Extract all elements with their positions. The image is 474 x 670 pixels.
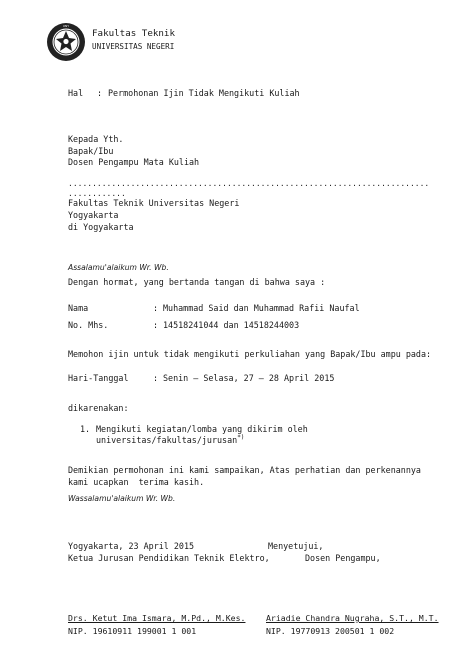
closing-line-1: Demikian permohonan ini kami sampaikan, Atas perhatian dan perkenannya — [68, 465, 421, 475]
subject-label: Hal — [68, 88, 84, 98]
svg-text:UNY: UNY — [62, 24, 70, 29]
recipient-line-3: Dosen Pengampu Mata Kuliah — [68, 157, 200, 167]
recipient-dots-1: ........................................................................... — [68, 179, 430, 188]
left-signer-name: Drs. Ketut Ima Ismara, M.Pd., M.Kes. — [68, 613, 246, 623]
university-name: UNIVERSITAS NEGERI — [92, 42, 175, 51]
nim-label: No. Mhs. — [68, 320, 109, 330]
greeting: Assalamu'alaikum Wr. Wb. — [68, 263, 169, 272]
recipient-line-2: Bapak/Ibu — [68, 146, 114, 156]
date-label: Hari-Tanggal — [68, 373, 129, 383]
reason-line-2 — [96, 435, 244, 446]
left-signer-title: Ketua Jurusan Pendidikan Teknik Elektro, — [68, 553, 270, 563]
reason-number: 1. — [80, 424, 91, 434]
recipient-dots-2: ............ — [68, 189, 126, 198]
recipient-line-4: Fakultas Teknik Universitas Negeri — [68, 198, 240, 208]
right-signer-title: Dosen Pengampu, — [305, 553, 381, 563]
faculty-name: Fakultas Teknik — [92, 28, 175, 39]
date-separator: : — [153, 373, 159, 383]
left-signer-nip: NIP. 19610911 199001 1 001 — [68, 626, 197, 636]
right-signer-nip: NIP. 19770913 200501 1 002 — [266, 626, 395, 636]
reason-line-2-text: universitas/fakultas/jurusan — [96, 435, 238, 445]
nim-value: 14518241044 dan 14518244003 — [163, 320, 300, 330]
right-signer-name: Ariadie Chandra Nugraha, S.T., M.T. — [266, 613, 439, 623]
name-label: Nama — [68, 303, 89, 313]
recipient-line-6: di Yogyakarta — [68, 222, 134, 232]
subject-separator: : — [97, 88, 103, 98]
date-value: Senin – Selasa, 27 – 28 April 2015 — [163, 373, 335, 383]
reason-footnote-mark: *) — [237, 434, 245, 442]
university-logo-icon — [46, 22, 86, 62]
reason-intro: dikarenakan: — [68, 403, 129, 413]
reason-line-1: Mengikuti kegiatan/lomba yang dikirim oleh — [96, 424, 308, 434]
recipient-line-1: Kepada Yth. — [68, 134, 124, 144]
request-text: Memohon ijin untuk tidak mengikuti perkuliahan yang Bapak/Ibu ampu pada: — [68, 349, 432, 359]
subject-text: Permohonan Ijin Tidak Mengikuti Kuliah — [108, 88, 300, 98]
nim-separator: : — [153, 320, 159, 330]
intro-text: Dengan hormat, yang bertanda tangan di bahwa saya : — [68, 277, 326, 287]
name-separator: : — [153, 303, 159, 313]
recipient-line-5: Yogyakarta — [68, 210, 119, 220]
approval-text: Menyetujui, — [268, 541, 324, 551]
closing-line-2: kami ucapkan terima kasih. — [68, 477, 205, 487]
farewell: Wassalamu'alaikum Wr. Wb. — [68, 494, 176, 503]
place-date: Yogyakarta, 23 April 2015 — [68, 541, 195, 551]
name-value: Muhammad Said dan Muhammad Rafii Naufal — [163, 303, 360, 313]
